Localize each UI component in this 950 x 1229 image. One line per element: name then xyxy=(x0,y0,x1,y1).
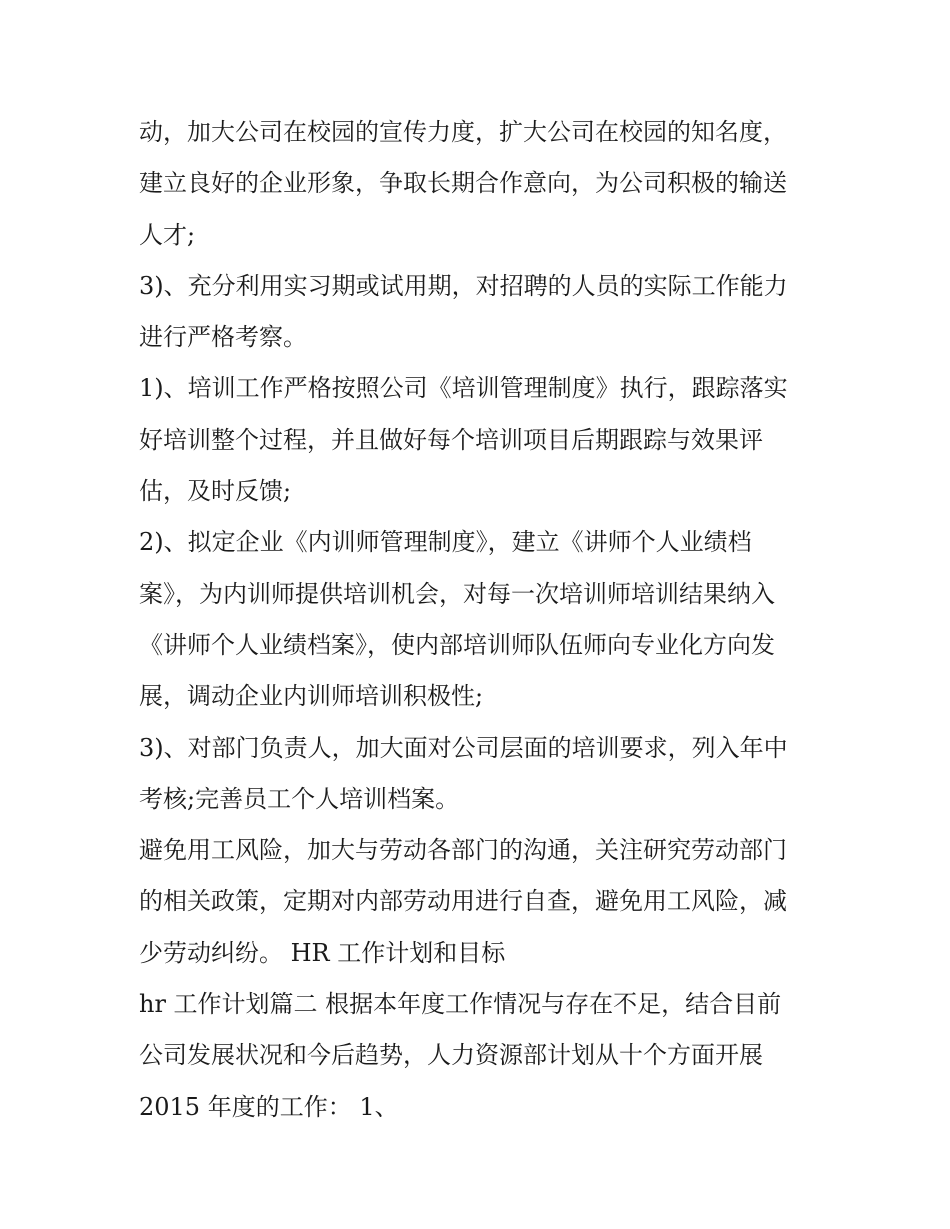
document-body xyxy=(139,107,819,1133)
text-line: 进行严格考察。 xyxy=(139,323,307,352)
text-line: 案》，为内训师提供培训机会，对每一次培训师培训结果纳入 xyxy=(139,579,775,608)
text-line: 动，加大公司在校园的宣传力度，扩大公司在校园的知名度， xyxy=(139,118,787,146)
text-line: 2015 年度的工作： 1、 xyxy=(139,1092,399,1121)
text-line: 3)、充分利用实习期或试用期，对招聘的人员的实际工作能力 xyxy=(139,271,788,300)
text-line: 2)、拟定企业《内训师管理制度》，建立《讲师个人业绩档 xyxy=(139,528,752,557)
text-line: 好培训整个过程，并且做好每个培训项目后期跟踪与效果评 xyxy=(139,425,763,454)
text-line: 建立良好的企业形象，争取长期合作意向，为公司积极的输送 xyxy=(139,169,787,198)
text-line: 公司发展状况和今后趋势，人力资源部计划从十个方面开展 xyxy=(139,1041,763,1070)
text-line: 考核;完善员工个人培训档案。 xyxy=(139,784,460,813)
text-line: 人才; xyxy=(139,220,196,249)
text-line: 避免用工风险，加大与劳动各部门的沟通，关注研究劳动部门 xyxy=(139,836,787,865)
text-line: 少劳动纠纷。 HR 工作计划和目标 xyxy=(139,938,506,967)
text-line: 1)、培训工作严格按照公司《培训管理制度》执行，跟踪落实 xyxy=(139,374,788,403)
text-line: 3)、对部门负责人，加大面对公司层面的培训要求，列入年中 xyxy=(139,733,788,762)
text-line: 估，及时反馈; xyxy=(139,477,292,506)
text-line: 的相关政策，定期对内部劳动用进行自查，避免用工风险，减 xyxy=(139,887,787,916)
text-line: hr 工作计划篇二 根据本年度工作情况与存在不足，结合目前 xyxy=(139,990,782,1019)
text-line: 展，调动企业内训师培训积极性; xyxy=(139,682,484,711)
text-line: 《讲师个人业绩档案》，使内部培训师队伍师向专业化方向发 xyxy=(139,630,775,659)
